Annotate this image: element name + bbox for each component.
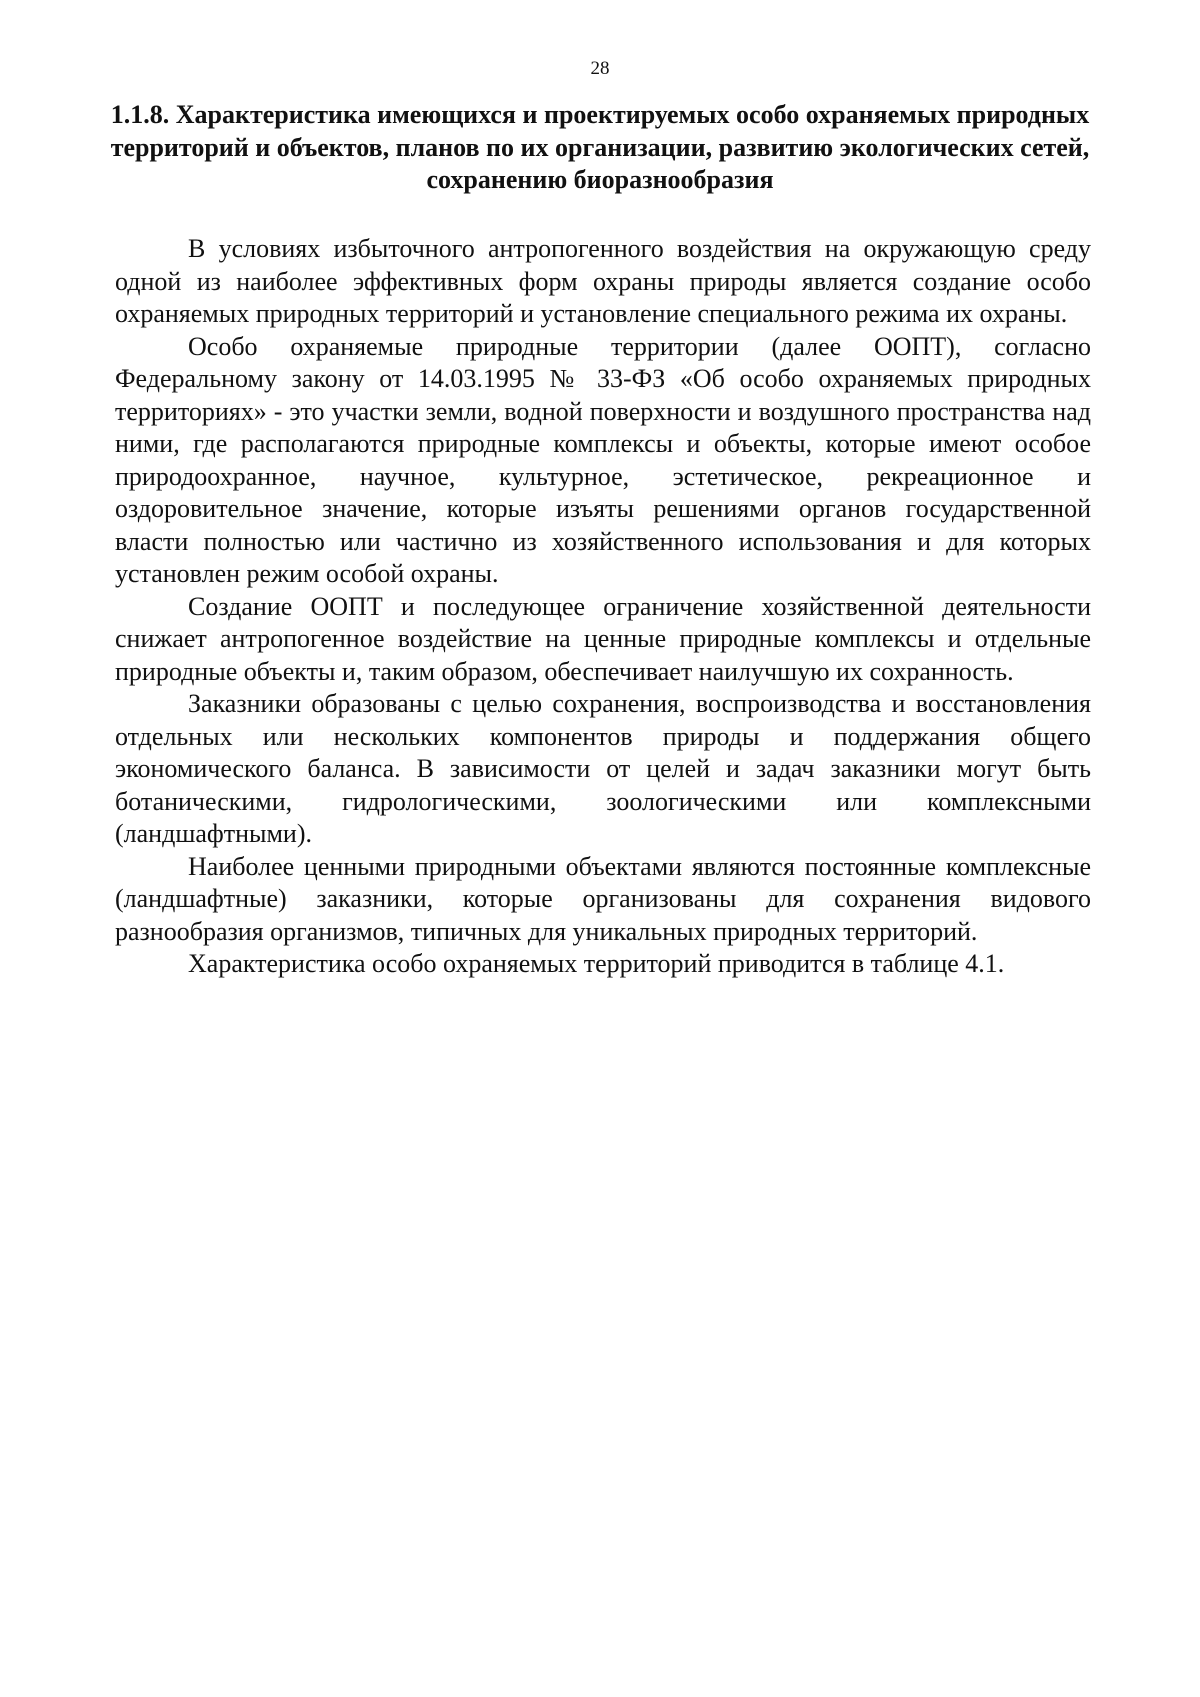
paragraph: Особо охраняемые природные территории (далее ООПТ), согласно Федеральному закону от 14.03.1995 № 33-ФЗ «Об особо охраняемых природных территориях» - это участки земли, водной поверхности и воздушного пространства над ними, где располагаются природные комплексы и объекты, которые имеют особое природоохранное, научное, культурное, эстетическое, рекреационное и оздоровительное значение, которые изъяты решениями органов государственной власти полностью или частично из хозяйственного использования и для которых установлен режим особой охраны. [115,331,1091,588]
page-number: 28 [590,58,610,79]
section-heading: 1.1.8. Характеристика имеющихся и проектируемых особо охраняемых природных территорий и объектов, планов по их организации, развитию экологических сетей, сохранению биоразнообразия [110,100,1090,194]
paragraph: Заказники образованы с целью сохранения, воспроизводства и восстановления отдельных или нескольких компонентов природы и поддержания общего экономического баланса. В зависимости от целей и задач заказники могут быть ботаническими, гидрологическими, зоологическими или комплексными (ландшафтными). [115,689,1091,848]
paragraph: Характеристика особо охраняемых территорий приводится в таблице 4.1. [188,949,1005,978]
body-text [115,233,1091,981]
paragraph: Наиболее ценными природными объектами являются постоянные комплексные (ландшафтные) заказники, которые организованы для сохранения видового разнообразия организмов, типичных для уникальных природных территорий. [115,851,1091,946]
paragraph: Создание ООПТ и последующее ограничение хозяйственной деятельности снижает антропогенное воздействие на ценные природные комплексы и отдельные природные объекты и, таким образом, обеспечивает наилучшую их сохранность. [115,591,1091,686]
paragraph: В условиях избыточного антропогенного воздействия на окружающую среду одной из наиболее эффективных форм охраны природы является создание особо охраняемых природных территорий и установление специального режима их охраны. [115,234,1091,328]
